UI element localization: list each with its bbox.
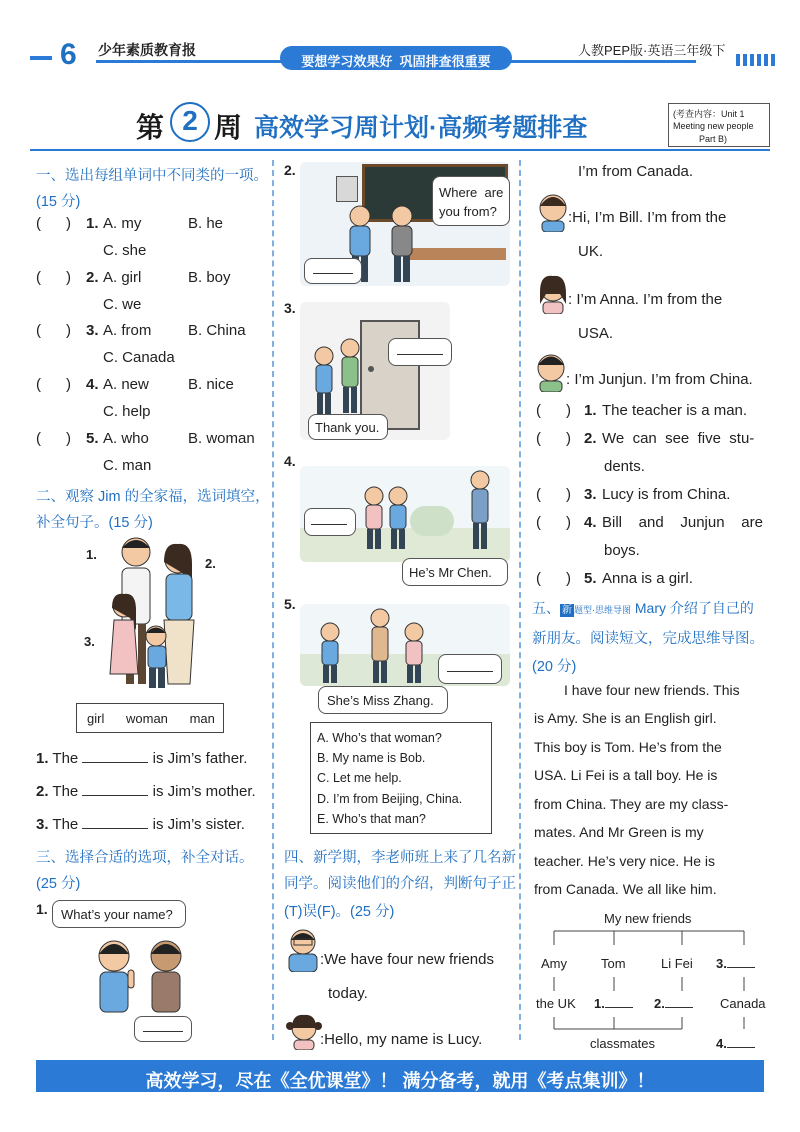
clock-icon — [336, 176, 358, 202]
sentence-number: 2. — [36, 783, 49, 800]
item-number: 3. — [86, 322, 99, 339]
item-number: 2. — [86, 269, 99, 286]
s4-heading-line-2: 同学。阅读他们的介绍，判断句子正 — [284, 876, 516, 892]
sentence-start: The — [52, 750, 79, 767]
sentence-end: is Jim’s father. — [152, 750, 248, 767]
s4-speech-3-line-1: :Hi, I’m Bill. I’m from the — [568, 209, 727, 226]
judgement-text: Bill and Junjun are — [602, 514, 763, 531]
week-suffix: 周 — [214, 112, 243, 143]
s3-q5-answer-box[interactable] — [438, 654, 502, 684]
walking-figures — [360, 470, 510, 554]
s1-heading-line-2: (15 分) — [36, 194, 81, 210]
s3-q4-bubble — [402, 558, 508, 586]
mind-map-lines — [528, 905, 778, 1045]
answer-line — [311, 524, 347, 525]
s4-speech-1-line-1: :We have four new friends — [320, 951, 494, 968]
answer-bracket[interactable]: ( ) — [36, 430, 71, 447]
map-node-1: 1. — [594, 997, 633, 1010]
title-divider — [30, 149, 770, 151]
option-c: C. help — [103, 403, 151, 420]
s3-q3-bubble — [308, 414, 388, 440]
header-left-rule — [30, 56, 52, 60]
item-number: 1. — [584, 402, 597, 419]
judgement-text: Lucy is from China. — [602, 486, 731, 503]
bill-avatar — [534, 190, 572, 232]
answer-blank[interactable] — [82, 828, 148, 829]
s4-speech-2-line-1: :Hello, my name is Lucy. — [320, 1031, 483, 1048]
family-label-2: 2. — [205, 556, 216, 571]
option-a: A. my — [103, 215, 142, 232]
option-b: B. he — [188, 215, 224, 232]
header-bar — [0, 40, 800, 70]
option-c: C. Let me help. — [317, 771, 402, 785]
edition-label: 人教PEP版·英语三年级下 — [578, 43, 726, 58]
s3-q1-bubble-text: What’s your name? — [61, 907, 173, 922]
map-node-tom: Tom — [601, 956, 626, 971]
family-label-3: 3. — [84, 634, 95, 649]
answer-blank[interactable] — [605, 1007, 633, 1008]
school-figures — [310, 608, 450, 686]
option-c: C. man — [103, 457, 152, 474]
s3-q3-bubble-text: Thank you. — [315, 420, 380, 435]
column-divider-1 — [272, 160, 274, 1040]
option-a: A. who — [103, 430, 149, 447]
s2-heading-line-1: 二、观察 Jim 的全家福，选词填空， — [36, 489, 270, 505]
s4-speech-4-line-2: USA. — [578, 325, 614, 342]
option-c: C. she — [103, 242, 147, 259]
passage-line: is Amy. She is an English girl. — [534, 710, 717, 726]
option-c: C. we — [103, 296, 142, 313]
map-node-4: 4. — [716, 1037, 755, 1050]
s2-words: girl woman man — [87, 711, 215, 726]
s4-heading-line-1: 四、新学期，李老师班上来了几名新 — [284, 850, 516, 866]
s4-speech-4-line-1: : I’m Anna. I’m from the — [568, 291, 723, 308]
s3-q2-bubble-line-2: you from? — [439, 204, 497, 219]
s3-q5-number: 5. — [284, 596, 296, 612]
option-b: B. China — [188, 322, 246, 339]
s3-q4-bubble-text: He’s Mr Chen. — [409, 565, 492, 580]
s3-q1-answer-box[interactable] — [134, 1016, 192, 1042]
map-node-3: 3. — [716, 957, 755, 970]
sentence-number: 1. — [36, 750, 49, 767]
option-a: A. from — [103, 322, 152, 339]
s2-heading-line-2: 补全句子。(15 分) — [36, 515, 153, 531]
s2-sentence-3 — [36, 817, 245, 832]
new-badge: 新 — [562, 605, 572, 616]
answer-line — [313, 273, 353, 274]
header-slogan: 要想学习效果好 巩固排查很重要 — [301, 54, 491, 69]
s3-q5-bubble-text: She’s Miss Zhang. — [327, 693, 434, 708]
s3-q2-answer-box[interactable] — [304, 258, 362, 284]
s2-word-box — [76, 703, 224, 733]
sentence-end: is Jim’s mother. — [152, 783, 256, 800]
anna-avatar — [534, 270, 572, 314]
s3-options-box — [310, 722, 492, 834]
item-number: 2. — [584, 430, 597, 447]
option-b: B. My name is Bob. — [317, 751, 426, 765]
page-title — [130, 100, 650, 144]
judgement-text: Anna is a girl. — [602, 570, 693, 587]
passage-line: teacher. He’s very nice. He is — [534, 853, 716, 869]
s3-heading-line-2: (25 分) — [36, 876, 81, 892]
s1-heading-line-1: 一、选出每组单词中不同类的一项。 — [36, 168, 268, 184]
answer-blank[interactable] — [727, 1047, 755, 1048]
answer-blank[interactable] — [82, 795, 148, 796]
option-b: B. nice — [188, 376, 234, 393]
option-a: A. new — [103, 376, 149, 393]
column-divider-2 — [519, 160, 521, 1040]
s3-q4-number: 4. — [284, 453, 296, 469]
answer-blank[interactable] — [665, 1007, 693, 1008]
page-number: 6 — [60, 38, 77, 71]
answer-bracket[interactable]: ( ) — [536, 514, 571, 531]
title-main: 高效学习周计划·高频考题排查 — [254, 114, 588, 142]
judgement-text-cont: boys. — [604, 542, 640, 559]
answer-line — [143, 1031, 183, 1032]
option-e: E. Who’s that man? — [317, 812, 426, 826]
answer-blank[interactable] — [82, 762, 148, 763]
s5-heading-line-1 — [532, 598, 754, 618]
sentence-start: The — [52, 816, 79, 833]
s2-sentence-2 — [36, 784, 256, 799]
map-node-2: 2. — [654, 997, 693, 1010]
s3-q4-answer-box[interactable] — [304, 508, 356, 536]
family-label-1: 1. — [86, 547, 97, 562]
scope-line-3: Part B) — [699, 134, 728, 144]
answer-bracket[interactable]: ( ) — [36, 269, 71, 286]
map-root: My new friends — [604, 911, 692, 926]
footer-banner — [36, 1060, 764, 1092]
passage-line: from Canada. We all like him. — [534, 881, 717, 897]
s4-speech-3-line-2: UK. — [578, 243, 604, 260]
judgement-text: The teacher is a man. — [602, 402, 748, 419]
answer-bracket[interactable]: ( ) — [536, 430, 571, 447]
answer-bracket[interactable]: ( ) — [36, 215, 71, 232]
answer-bracket[interactable]: ( ) — [36, 322, 71, 339]
s3-q5-bubble — [318, 686, 448, 714]
sentence-start: The — [52, 783, 79, 800]
passage-line: from China. They are my class- — [534, 796, 729, 812]
sentence-number: 3. — [36, 816, 49, 833]
option-d: D. I’m from Beijing, China. — [317, 792, 463, 806]
s3-q3-answer-box[interactable] — [388, 338, 452, 366]
teacher-avatar — [284, 926, 322, 972]
week-number: 2 — [182, 105, 198, 136]
s3-q1-bubble — [52, 900, 186, 928]
s3-q2-number: 2. — [284, 162, 296, 178]
scope-box — [668, 103, 770, 147]
answer-bracket[interactable]: ( ) — [536, 486, 571, 503]
answer-line — [397, 354, 443, 355]
judgement-text: We can see five stu- — [602, 430, 755, 447]
option-a: A. girl — [103, 269, 142, 286]
passage-line: I have four new friends. This — [564, 682, 740, 698]
item-number: 1. — [86, 215, 99, 232]
s5-heading-prefix: 五、 — [532, 600, 560, 616]
s4-speech-1-line-2: today. — [328, 985, 368, 1002]
option-b: B. woman — [188, 430, 255, 447]
answer-line — [447, 671, 493, 672]
answer-bracket[interactable]: ( ) — [536, 402, 571, 419]
s3-q3-number: 3. — [284, 300, 296, 316]
item-number: 4. — [584, 514, 597, 531]
junjun-avatar — [532, 350, 570, 392]
map-node-uk: the UK — [536, 996, 576, 1011]
answer-bracket[interactable]: ( ) — [36, 376, 71, 393]
s4-speech-2-line-2: I’m from Canada. — [578, 163, 694, 180]
header-stripes — [736, 54, 776, 66]
s5-heading-rest: Mary 介绍了自己的 — [631, 600, 754, 616]
s5-heading-line-2: 新朋友。阅读短文，完成思维导图。 — [532, 631, 764, 647]
item-number: 5. — [584, 570, 597, 587]
passage-line: This boy is Tom. He’s from the — [534, 739, 722, 755]
passage-line: mates. And Mr Green is my — [534, 824, 704, 840]
item-number: 3. — [584, 486, 597, 503]
s2-sentence-1 — [36, 751, 247, 766]
footer-text: 高效学习，尽在《全优课堂》！ 满分备考，就用《考点集训》！ — [145, 1071, 655, 1091]
s3-heading-line-1: 三、选择合适的选项，补全对话。 — [36, 850, 254, 866]
answer-blank[interactable] — [727, 967, 755, 968]
sentence-end: is Jim’s sister. — [152, 816, 245, 833]
option-a: A. Who’s that woman? — [317, 731, 442, 745]
s5-heading-line-3: (20 分) — [532, 659, 577, 675]
option-c: C. Canada — [103, 349, 175, 366]
publisher-name: 少年素质教育报 — [98, 42, 196, 58]
judgement-text-cont: dents. — [604, 458, 645, 475]
scope-line-2: Meeting new people — [673, 121, 754, 131]
map-node-amy: Amy — [541, 956, 567, 971]
lucy-avatar — [284, 1008, 324, 1050]
scope-line-1: (考查内容：Unit 1 — [673, 109, 745, 119]
s4-speech-5-line-1: : I’m Junjun. I’m from China. — [566, 371, 753, 388]
s3-q1-number: 1. — [36, 901, 48, 917]
week-prefix: 第 — [136, 112, 165, 143]
item-number: 5. — [86, 430, 99, 447]
answer-bracket[interactable]: ( ) — [536, 570, 571, 587]
map-node-classmates: classmates — [590, 1036, 656, 1051]
children-figure — [310, 332, 370, 422]
s5-tag: 题型·思维导图 — [574, 605, 631, 615]
item-number: 4. — [86, 376, 99, 393]
option-b: B. boy — [188, 269, 231, 286]
s3-q1-illustration — [92, 930, 192, 1022]
s3-q2-bubble-line-1: Where are — [439, 185, 504, 200]
map-node-canada: Canada — [720, 996, 766, 1011]
s3-q2-bubble — [432, 176, 510, 226]
s4-heading-line-3: (T)误(F)。(25 分) — [284, 904, 395, 920]
passage-line: USA. Li Fei is a tall boy. He is — [534, 767, 718, 783]
map-node-lifei: Li Fei — [661, 956, 693, 971]
